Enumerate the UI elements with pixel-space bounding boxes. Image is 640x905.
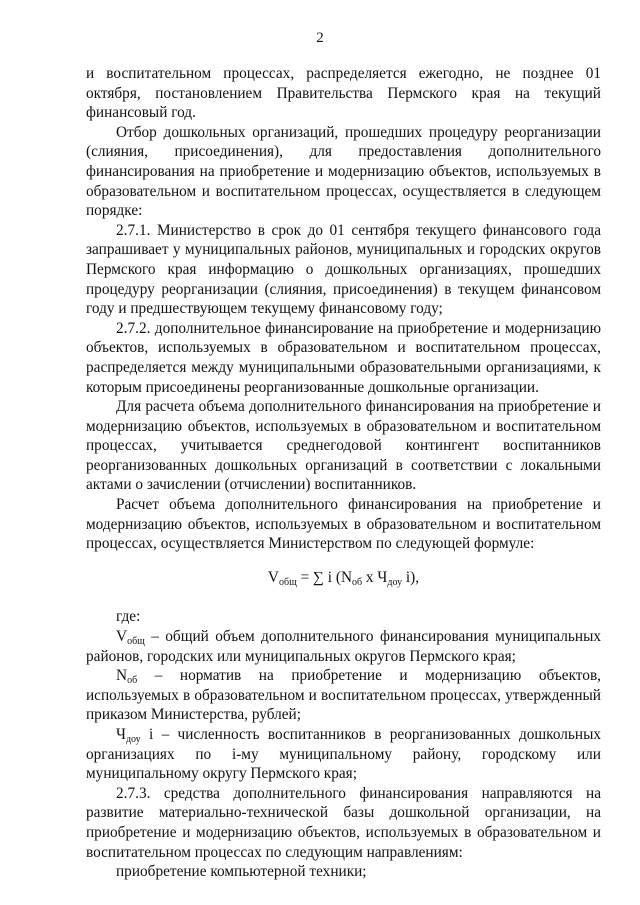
formula-end: i), (402, 568, 420, 586)
definition-v-sub: общ (127, 636, 145, 648)
definition-v-text: – общий объем дополнительного финансирования муниципальных районов, городских или муниципальных округов Пермского края; (86, 628, 601, 665)
definition-ch (86, 725, 601, 784)
definition-ch-text: i – численность воспитанников в реорганизованных дошкольных организациях по i-му муниципальному району, городскому или муниципальному округу Пермского края; (86, 726, 601, 783)
definition-n-symbol: N (116, 667, 128, 685)
paragraph-selection-order: Отбор дошкольных организаций, прошедших процедуру реорганизации (слияния, присоединения), для предоставления дополнительного финансирования на приобретение и модернизацию объектов, используемых в образовательном и воспитательном процессах, осуществляется в следующем порядке: (86, 123, 601, 220)
definition-ch-symbol: Ч (116, 726, 126, 743)
definition-ch-sub: доу (125, 734, 141, 745)
formula-ch-sub: доу (387, 576, 403, 588)
formula-x: x Ч (362, 568, 388, 586)
paragraph-computer-equipment: приобретение компьютерной техники; (116, 863, 367, 881)
paragraph-formula-intro: Расчет объема дополнительного финансирования на приобретение и модернизацию объектов, используемых в образовательном и воспитательном процессах, осуществляется Министерством по следующей формуле: (86, 496, 601, 553)
formula-v-sub: общ (278, 576, 297, 588)
paragraph-2-7-1: 2.7.1. Министерство в срок до 01 сентября текущего финансового года запрашивает у муниципальных районов, муниципальных и городских округов Пермского края информацию о дошкольных организациях, прошедших процедуру реорганизации (слияния, присоединения) в текущем финансовом году и предшествующем текущему финансовому году; (86, 221, 601, 318)
formula-mid: = ∑ i (N (296, 568, 353, 586)
definition-v (86, 627, 601, 666)
paragraph-2-7-2: 2.7.2. дополнительное финансирование на приобретение и модернизацию объектов, используемых в образовательном и воспитательном процессах, распределяется между муниципальными образовательными организациями, к которым присоединены реорганизованные дошкольные организации. (86, 319, 601, 396)
page-number: 2 (316, 30, 324, 46)
definition-v-symbol: V (116, 628, 128, 646)
formula (86, 568, 601, 588)
definition-n-text: – норматив на приобретение и модернизацию объектов, используемых в образовательном и воспитательном процессах, утвержденный приказом Министерства, рублей; (86, 667, 601, 724)
paragraph-continuation: и воспитательном процессах, распределяется ежегодно, не позднее 01 октября, постановлением Правительства Пермского края на текущий финансовый год. (86, 65, 601, 122)
document-body (86, 64, 601, 882)
formula-n-sub: об (352, 576, 363, 588)
where-label: где: (116, 608, 141, 626)
definition-n (86, 666, 601, 725)
paragraph-calculation-basis: Для расчета объема дополнительного финансирования на приобретение и модернизацию объектов, используемых в образовательном и воспитательном процессах, учитывается среднегодовой контингент воспитанников реорганизованных дошкольных организаций в соответствии с локальными актами о зачислении (отчислении) воспитанников. (86, 398, 601, 494)
paragraph-2-7-3: 2.7.3. средства дополнительного финансирования направляются на развитие материально-технической базы дошкольной организации, на приобретение и модернизацию объектов, используемых в образовательном и воспитательном процессах по следующим направлениям: (86, 784, 601, 861)
definition-n-sub: об (127, 675, 138, 687)
formula-v: V (267, 568, 279, 586)
